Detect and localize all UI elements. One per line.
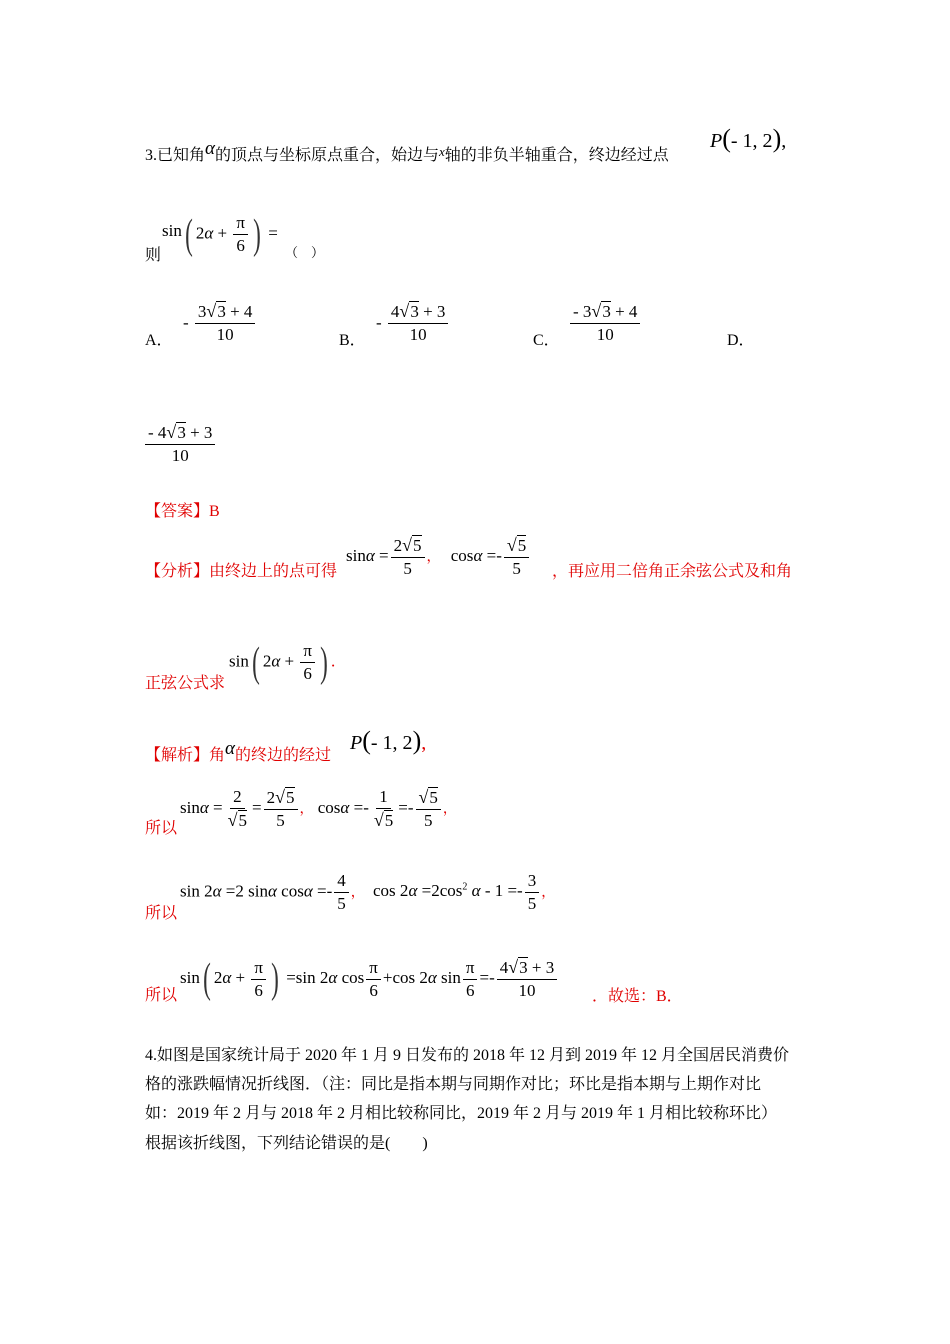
solution-step-1: sinα = $\frac{2}{√5}$ = $\frac{2√5}{5}$ ， cosα =- $\frac{1}{√5}$ =- $\frac{√5}{5}$ ， (180, 787, 457, 830)
solution-line: 【解析】角α的终边的经过 (145, 738, 332, 764)
q3-point: P(- 1, 2), (710, 124, 787, 153)
x-symbol: x (439, 144, 445, 159)
q3-text-a: 3.已知角 (145, 147, 206, 164)
answer-label: 【答案】 (145, 503, 210, 520)
q3-text-c: 轴的非负半轴重合，终边经过点 (444, 147, 669, 164)
solution-text-1: 角 (209, 747, 226, 764)
analysis-text-3: 正弦公式求 (145, 675, 226, 692)
solution-step-2: sin 2α =2 sinα cosα =- $\frac{4}{5}$ ， $\cos 2\alpha =2\cos^2$ α - 1 =- $\frac{3}{5}$ ， (180, 871, 556, 913)
analysis-end: . (330, 651, 336, 671)
q3-ze: 则 (145, 247, 162, 264)
option-d-value: $\frac{- 4√3 + 3}{10}$ (143, 421, 217, 467)
q3-expression: sin( 2α + $\frac{\pi}{6}$ ) = (162, 211, 278, 258)
analysis-text-1: 由终边上的点可得 (209, 563, 338, 580)
q3-stem (145, 138, 669, 166)
analysis-target-expression: sin( 2α + $\frac{\pi}{6}$ ) . (229, 639, 336, 686)
option-a-value: - $\frac{3√3 + 4}{10}$ (183, 300, 257, 346)
q4-line-4: 根据该折线图，下列结论错误的是( ) (145, 1135, 428, 1152)
q4-line-3: 如：2019 年 2 月与 2018 年 2 月相比较称同比，2019 年 2 月与 2019 年 1 月相比较称环比） (145, 1105, 778, 1122)
q4-line-2: 格的涨跌幅情况折线图．（注：同比是指本期与同期作对比；环比是指本期与上期作对比 (145, 1076, 762, 1093)
final-choice: ．故选：B． (592, 988, 683, 1005)
analysis-label: 【分析】 (145, 563, 210, 580)
answer-line (145, 498, 220, 521)
option-b-label: B． (339, 332, 366, 349)
analysis-sin-cos: sinα = $\frac{2√5}{5}$ ， cosα =- $\frac{√5}{5}$ (346, 534, 531, 580)
solution-label: 【解析】 (145, 747, 210, 764)
answer-value: B (209, 503, 220, 520)
suoyi-1: 所以 (145, 820, 178, 837)
analysis-text-2: ，再应用二倍角正余弦公式及和角 (552, 563, 793, 580)
analysis-label-line (145, 558, 337, 581)
option-c-label: C． (533, 332, 560, 349)
solution-point: P(- 1, 2), (350, 726, 427, 755)
option-a-label: A． (145, 332, 173, 349)
q3-blank: （ ） (285, 245, 325, 260)
q4-line-1: 4.如图是国家统计局于 2020 年 1 月 9 日发布的 2018 年 12 月到 2019 年 12 月全国居民消费价 (145, 1047, 790, 1064)
option-c-value: $\frac{- 3√3 + 4}{10}$ (568, 300, 642, 346)
solution-text-2: 的终边的经过 (235, 747, 332, 764)
solution-step-3: sin( 2α + $\frac{\pi}{6}$ ) =sin 2α cos $\frac{\pi}{6}$ +cos 2α sin $\frac{\pi}{6}$ =- $\frac{4√3 + 3}{10}$ (180, 956, 559, 1002)
option-d-label: D． (727, 332, 755, 349)
option-b-value: - $\frac{4√3 + 3}{10}$ (376, 300, 450, 346)
q3-text-b: 的顶点与坐标原点重合，始边与 (215, 147, 440, 164)
suoyi-2: 所以 (145, 905, 178, 922)
suoyi-3: 所以 (145, 987, 178, 1004)
alpha-symbol: α (205, 138, 215, 159)
